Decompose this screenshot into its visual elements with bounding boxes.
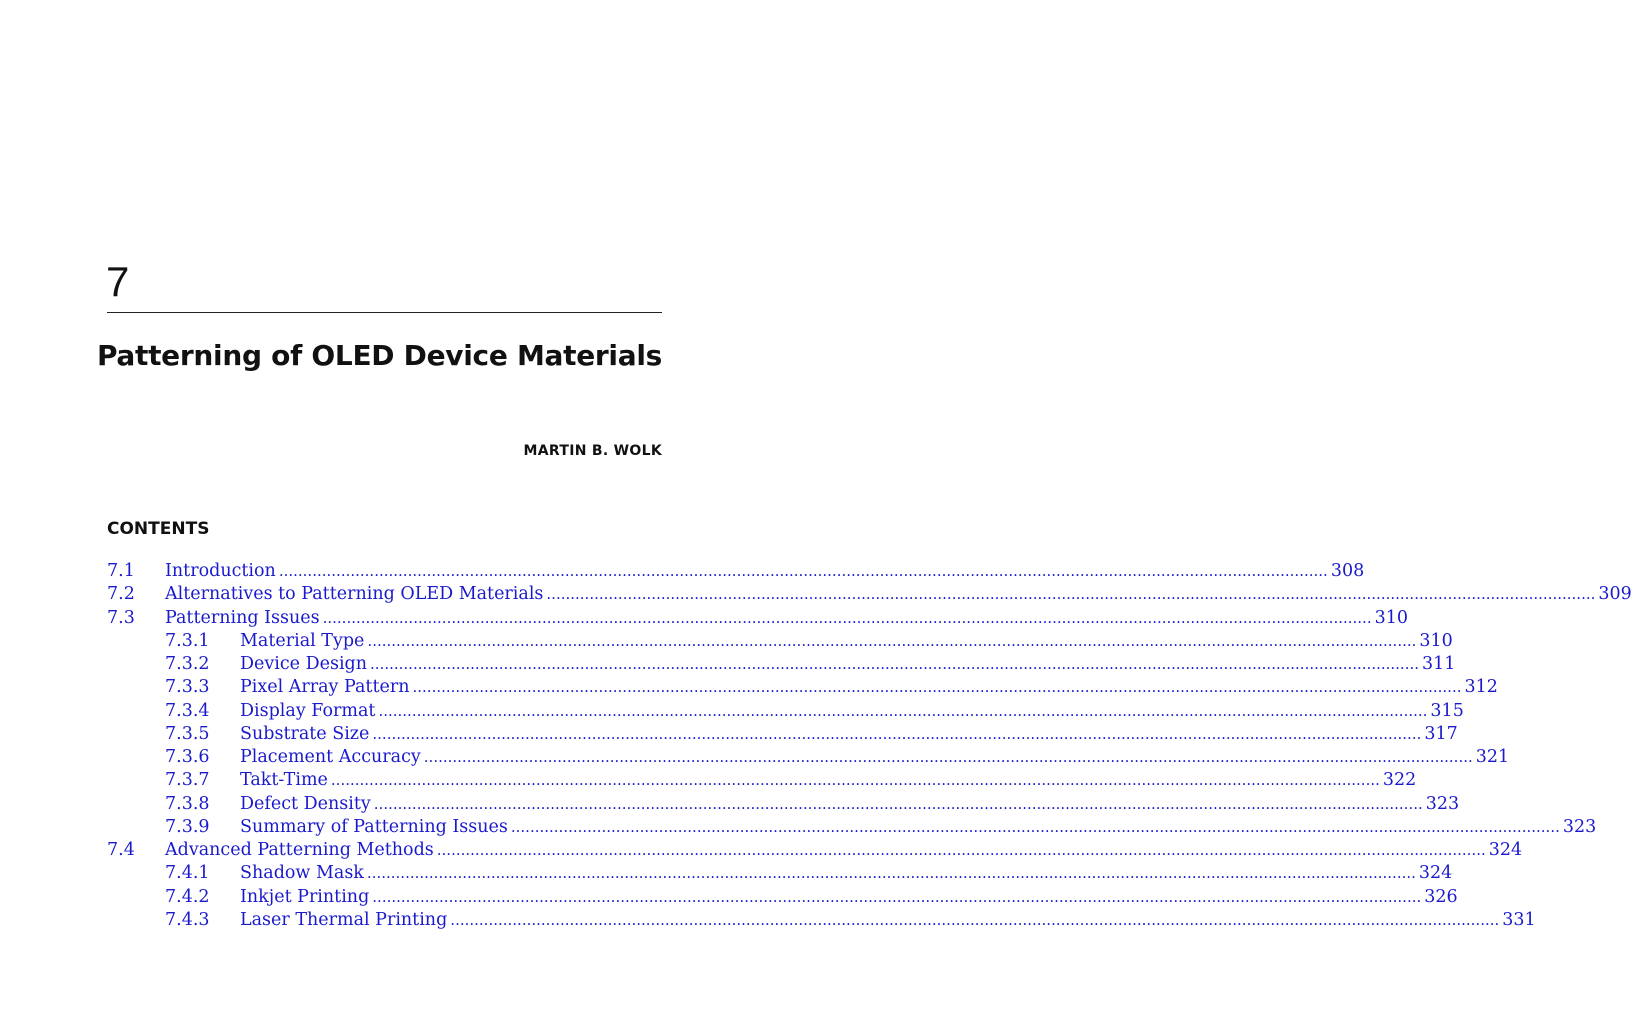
- toc-entry-title: Placement Accuracy: [240, 747, 421, 767]
- toc-entry-title: Inkjet Printing: [240, 886, 370, 907]
- toc-dot-leader: ............................................................................................................................................................................................................................: [278, 562, 1328, 580]
- toc-entry-title: Device Design: [240, 654, 368, 674]
- toc-entry-page: 324: [1488, 840, 1523, 860]
- contents-heading: CONTENTS: [107, 519, 210, 539]
- toc-entry-page: 323: [1562, 816, 1597, 837]
- toc-entry-page: 322: [1382, 770, 1417, 791]
- toc-entry-title: Defect Density: [240, 793, 371, 814]
- toc-dot-leader: ............................................................................................................................................................................................................................: [330, 771, 1380, 790]
- toc-entry-number: 7.3.8: [165, 793, 210, 814]
- toc-entry-title: Material Type: [240, 630, 365, 651]
- toc-entry-7-3-5[interactable]: [165, 723, 1458, 746]
- toc-dot-leader: ............................................................................................................................................................................................................................: [450, 910, 1500, 929]
- toc-dot-leader: ............................................................................................................................................................................................................................: [322, 608, 1372, 627]
- toc-dot-leader: ............................................................................................................................................................................................................................: [366, 864, 1416, 883]
- toc-entry-number: 7.4.1: [165, 863, 210, 884]
- toc-entry-page: 309: [1598, 584, 1632, 605]
- toc-entry-title: Advanced Patterning Methods: [165, 840, 434, 860]
- toc-entry-title: Summary of Patterning Issues: [240, 816, 508, 837]
- toc-entry-title: Patterning Issues: [165, 607, 320, 628]
- toc-entry-number: 7.3.4: [165, 700, 210, 721]
- toc-entry-7-4-3[interactable]: [165, 909, 1536, 932]
- toc-dot-leader: ............................................................................................................................................................................................................................: [372, 887, 1422, 906]
- toc-entry-7-4-2[interactable]: [165, 886, 1458, 909]
- toc-entry-title: Display Format: [240, 700, 376, 721]
- toc-dot-leader: ............................................................................................................................................................................................................................: [378, 701, 1428, 720]
- chapter-author: MARTIN B. WOLK: [523, 443, 662, 459]
- toc-dot-leader: ............................................................................................................................................................................................................................: [546, 585, 1596, 604]
- toc-entry-number: 7.3.6: [165, 747, 210, 767]
- toc-entry-page: 323: [1425, 793, 1460, 814]
- toc-entry-title: Alternatives to Patterning OLED Materials: [165, 584, 544, 605]
- toc-entry-number: 7.3.1: [165, 630, 210, 651]
- toc-entry-7-3-2[interactable]: [165, 653, 1456, 676]
- toc-entry-number: 7.3.5: [165, 723, 210, 744]
- toc-entry-7-3-7[interactable]: [165, 769, 1417, 792]
- toc-entry-number: 7.3.9: [165, 816, 210, 837]
- toc-entry-number: 7.4.3: [165, 909, 210, 930]
- toc-entry-7-3-8[interactable]: [165, 793, 1460, 816]
- toc-entry-page: 321: [1475, 747, 1510, 767]
- toc-entry-7-4[interactable]: [107, 839, 1523, 862]
- toc-dot-leader: ............................................................................................................................................................................................................................: [370, 655, 1420, 673]
- toc-entry-page: 312: [1464, 677, 1498, 698]
- toc-entry-title: Laser Thermal Printing: [240, 909, 448, 930]
- toc-entry-number: 7.4.2: [165, 886, 210, 907]
- toc-entry-page: 311: [1422, 654, 1456, 674]
- toc-entry-7-3-4[interactable]: [165, 700, 1464, 723]
- toc-entry-page: 308: [1330, 561, 1365, 581]
- toc-dot-leader: ............................................................................................................................................................................................................................: [436, 841, 1486, 859]
- toc-entry-number: 7.3.3: [165, 677, 210, 698]
- toc-dot-leader: ............................................................................................................................................................................................................................: [423, 748, 1473, 766]
- toc-entry-7-3-1[interactable]: [165, 630, 1453, 653]
- toc-entry-7-3[interactable]: [107, 607, 1408, 630]
- toc-entry-page: 326: [1424, 886, 1458, 907]
- toc-dot-leader: ............................................................................................................................................................................................................................: [372, 724, 1422, 743]
- toc-entry-7-2[interactable]: [107, 583, 1632, 606]
- toc-entry-page: 310: [1374, 607, 1408, 628]
- toc-entry-number: 7.1: [107, 561, 135, 581]
- toc-entry-page: 324: [1418, 863, 1453, 884]
- toc-dot-leader: ............................................................................................................................................................................................................................: [412, 678, 1462, 697]
- toc-entry-7-4-1[interactable]: [165, 862, 1453, 885]
- toc-entry-7-3-9[interactable]: [165, 816, 1597, 839]
- toc-entry-page: 331: [1502, 909, 1536, 930]
- toc-entry-7-3-6[interactable]: [165, 746, 1510, 769]
- chapter-number: 7: [106, 258, 130, 305]
- toc-entry-title: Pixel Array Pattern: [240, 677, 410, 698]
- toc-entry-title: Shadow Mask: [240, 863, 364, 884]
- toc-entry-7-1[interactable]: [107, 560, 1365, 583]
- toc-entry-7-3-3[interactable]: [165, 676, 1498, 699]
- toc-entry-number: 7.2: [107, 584, 135, 605]
- toc-entry-page: 317: [1424, 723, 1458, 744]
- chapter-divider: [107, 312, 662, 313]
- toc-entry-title: Substrate Size: [240, 723, 370, 744]
- toc-entry-number: 7.3.7: [165, 770, 210, 791]
- toc-dot-leader: ............................................................................................................................................................................................................................: [510, 817, 1560, 836]
- chapter-title: Patterning of OLED Device Materials: [96, 339, 662, 372]
- toc-entry-page: 315: [1430, 700, 1464, 721]
- toc-entry-page: 310: [1419, 630, 1453, 651]
- toc-entry-number: 7.3.2: [165, 654, 210, 674]
- toc-entry-number: 7.3: [107, 607, 135, 628]
- toc-dot-leader: ............................................................................................................................................................................................................................: [367, 631, 1417, 650]
- toc-entry-number: 7.4: [107, 840, 135, 860]
- toc-entry-title: Takt-Time: [240, 770, 328, 791]
- toc-dot-leader: ............................................................................................................................................................................................................................: [373, 794, 1423, 813]
- toc-entry-title: Introduction: [165, 561, 276, 581]
